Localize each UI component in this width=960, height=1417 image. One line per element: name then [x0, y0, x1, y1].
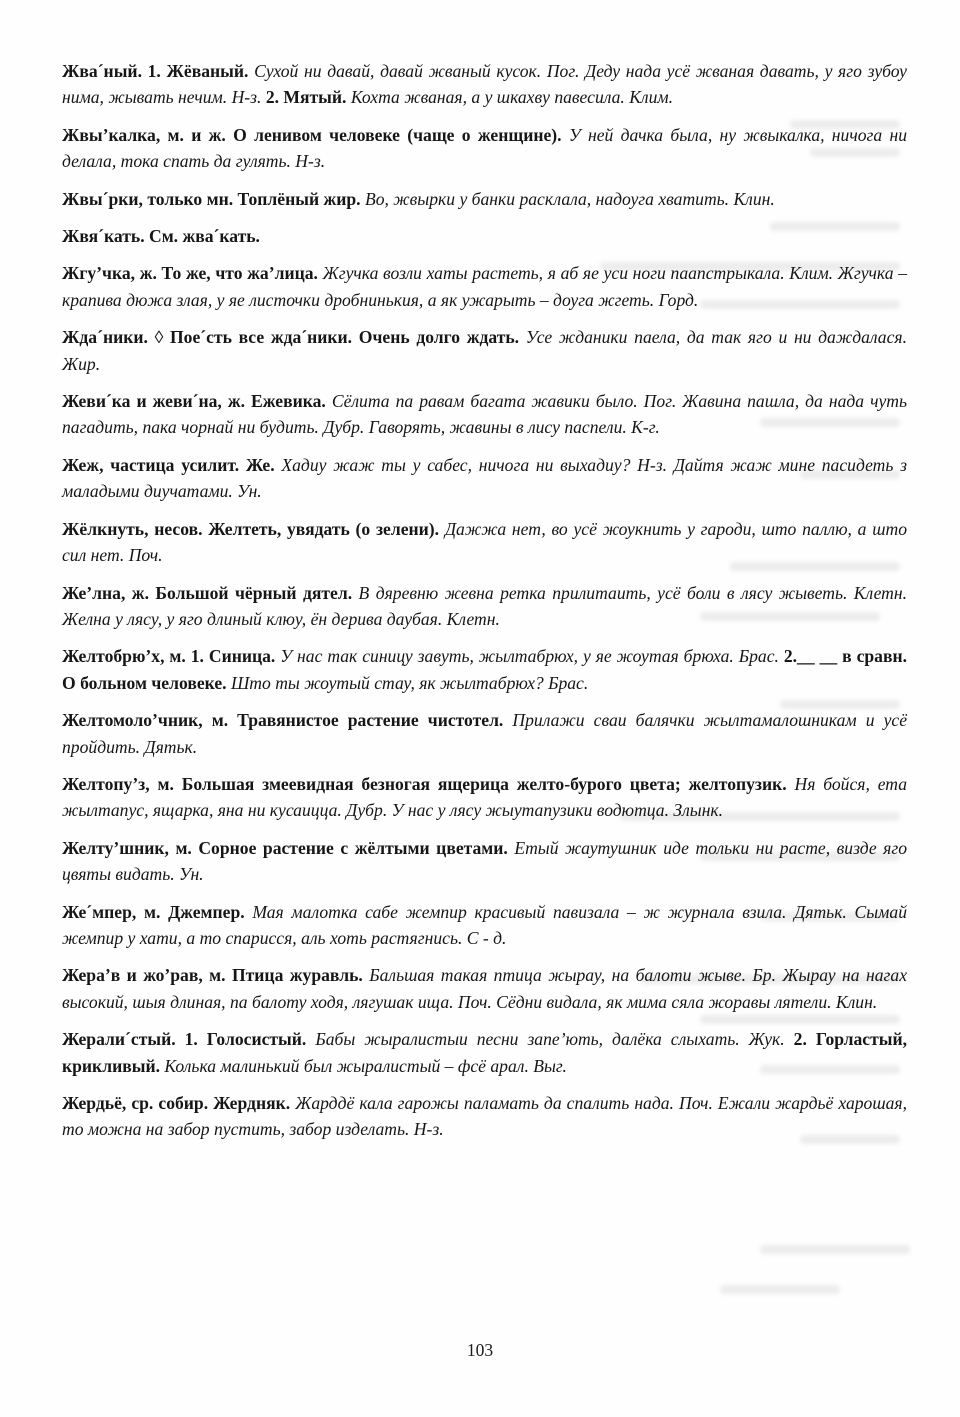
entry-headword-definition: Жда´ники. ◊ Пое´сть все жда´ники. Очень долго ждать. — [62, 327, 526, 348]
entry-example-citation: Жгучка возли хаты растеть, я аб яе уси ноги паапстрыкала. Клим. Жгучка – крапива дюжа злая, у яе листочки дробнинькия, а як ужарыть – доуга жгеть. Горд. — [62, 263, 907, 310]
entry-headword-definition: Жва´ный. 1. Жёваный. — [62, 61, 255, 81]
entry-headword-definition: Желтобрю’х, м. 1. Синица. — [62, 646, 281, 667]
dictionary-entry — [62, 223, 907, 249]
dictionary-entry — [62, 260, 907, 313]
entry-example-citation: Колька малинький был жыралистый – фсё арал. Выг. — [164, 1055, 567, 1076]
dictionary-entry — [62, 643, 907, 696]
entry-headword-definition: Жеви´ка и жеви´на, ж. Ежевика. — [62, 391, 332, 412]
dictionary-entry — [62, 388, 907, 441]
entry-headword-definition: 2. Мятый. — [265, 87, 351, 108]
entry-example-citation: Жарддё кала гарожы паламать да спалить нада. Поч. Ежали жардьё харошая, то можна на забор пустить, забор изделать. Н-з. — [62, 1093, 908, 1140]
entry-headword-definition: Желтопу’з, м. Большая змеевидная безногая ящерица желто-бурого цвета; желтопузик. — [62, 773, 795, 794]
entry-headword-definition: Жвя´кать. См. жва´кать. — [62, 226, 260, 247]
entry-example-citation: Сухой ни давай, давай жваный кусок. Пог. Деду нада усё жваная давать, у яго зубоу нима, жывать нечим. Н-з. — [62, 61, 907, 108]
entry-headword-definition: Же´мпер, м. Джемпер. — [62, 901, 253, 922]
entry-example-citation: Хадиу жаж ты у сабес, ничога ни выхадиу? Н-з. Дайтя жаж мине пасидеть з маладыми диучатами. Ун. — [62, 454, 907, 502]
dictionary-entry — [62, 771, 907, 824]
dictionary-entry — [62, 835, 907, 888]
dictionary-entry — [62, 58, 907, 111]
entry-example-citation: Мая малотка сабе жемпир красивый павизала – ж журнала взила. Дятьк. Сымай жемпир у хати, а то спарисся, аль хоть растягнись. С - д. — [62, 901, 907, 948]
entry-example-citation: Сёлита па равам багата жавики было. Пог. Жавина пашла, да нада чуть пагадить, пака чорнай ни будить. Дубр. Гаворять, жавины в лису паспели. К-г. — [62, 391, 907, 438]
entry-headword-definition: 2.__ __ в сравн. О больном человеке. — [62, 646, 907, 693]
entry-headword-definition: Желтомоло’чник, м. Травянистое растение чистотел. — [62, 710, 513, 731]
entry-example-citation: В дяревню жевна ретка прилитаить, усё боли в лясу жыветь. Клетн. Желна у лясу, у яго длиный клюу, ён дерива даубая. Клетн. — [62, 582, 907, 629]
entries-column — [62, 58, 907, 1154]
entry-example-citation: Што ты жоутый стау, як жылтабрюх? Брас. — [230, 672, 589, 693]
entry-example-citation: Прилажи сваи балячки жылтамалошникам и усё пройдить. Дятьк. — [62, 710, 908, 757]
entry-headword-definition: Жеж, частица усилит. Же. — [62, 454, 282, 475]
entry-example-citation: Во, жвырки у банки расклала, надоуга хватить. Клин. — [364, 188, 775, 209]
dictionary-entry — [62, 1026, 907, 1079]
entry-example-citation: Ня бойся, ета жылтапус, ящарка, яна ни кусаицца. Дубр. У нас у лясу жыутапузики водютца. Злынк. — [62, 773, 908, 821]
dictionary-entry — [62, 186, 907, 212]
dictionary-entry — [62, 516, 907, 569]
entry-example-citation: Дажжа нет, во усё жоукнить у гароди, што паллю, а што сил нет. Поч. — [62, 518, 907, 566]
page-number: 103 — [466, 1340, 494, 1360]
entry-headword-definition: Же’лна, ж. Большой чёрный дятел. — [62, 582, 359, 603]
entry-example-citation: Бальшая такая птица жырау, на балоти жыве. Бр. Жырау на нагах высокий, шыя длиная, па балоту ходя, лягушак ища. Поч. Сёдни видала, як мима сяла жоравы лятели. Клин. — [62, 965, 908, 1012]
dictionary-entry — [62, 324, 907, 377]
entry-example-citation: Бабы жыралистыи песни запе’ють, далёка слыхать. Жук. — [315, 1029, 794, 1050]
entry-headword-definition: Жвы´рки, только мн. Топлёный жир. — [62, 188, 365, 209]
dictionary-entry — [62, 707, 907, 760]
dictionary-entry — [62, 452, 907, 505]
dictionary-entry — [62, 580, 907, 633]
entry-headword-definition: Жерали´стый. 1. Голосистый. — [62, 1029, 316, 1050]
entry-headword-definition: Жердьё, ср. собир. Жердняк. — [62, 1093, 296, 1113]
dictionary-entry — [62, 122, 907, 175]
entry-example-citation: Усе жданики паела, да так яго и ни даждалася. Жир. — [62, 327, 907, 374]
entry-example-citation: Етый жаутушник иде тольки ни расте, визде яго цвяты видать. Ун. — [62, 837, 908, 885]
entry-headword-definition: 2. Горластый, крикливый. — [62, 1029, 908, 1076]
entry-example-citation: У ней дачка была, ну жвыкалка, ничога ни делала, тока спать да гулять. Н-з. — [62, 124, 908, 172]
entry-headword-definition: Жгу’чка, ж. То же, что жа’лица. — [62, 263, 323, 284]
entry-headword-definition: Жера’в и жо’рав, м. Птица журавль. — [62, 965, 370, 986]
entry-example-citation: У нас так синицу завуть, жылтабрюх, у яе жоутая брюха. Брас. — [280, 646, 784, 667]
dictionary-entry — [62, 962, 907, 1015]
dictionary-entry — [62, 899, 907, 952]
dictionary-entry — [62, 1090, 907, 1143]
entry-headword-definition: Желту’шник, м. Сорное растение с жёлтыми цветами. — [62, 837, 515, 858]
entry-example-citation: Кохта жваная, а у шкахву павесила. Клим. — [350, 87, 674, 108]
entry-headword-definition: Жёлкнуть, несов. Желтеть, увядать (о зелени). — [62, 518, 445, 539]
entry-headword-definition: Жвы’калка, м. и ж. О ленивом человеке (чаще о женщине). — [62, 124, 569, 145]
